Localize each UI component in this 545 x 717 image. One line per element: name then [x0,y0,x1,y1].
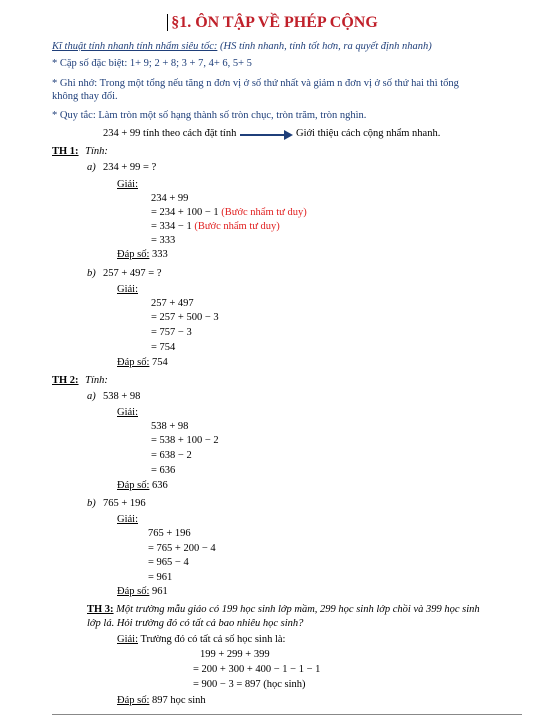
th3-problem-line2: lớp lá. Hỏi trường đó có tất cả bao nhiêu học sinh? [87,618,304,629]
th2-b-line4: = 961 [148,572,173,583]
th1-a-line4: = 333 [151,235,176,246]
th1-a-line3 [151,221,280,234]
intro-heading [52,41,432,54]
th2-task: Tính: [85,375,108,386]
th1-a-letter: a) [87,162,96,173]
th3-answer [117,695,206,708]
th1-a-answer [117,249,168,262]
th1-a-line3-note: (Bước nhẩm tư duy) [194,221,280,232]
th2-a-answer-value: 636 [152,480,168,491]
th1-b-answer-label: Đáp số: [117,357,150,368]
th2-a-line1: 538 + 98 [151,421,189,432]
th3-label: TH 3: [87,604,114,615]
th3-problem-line1 [87,604,480,617]
th2-b-answer [117,586,168,599]
th1-a-line3-expr: = 334 − 1 [151,221,192,232]
page-title-text: §1. ÔN TẬP VỀ PHÉP CỘNG [167,14,378,31]
th3-solution-text: Trường đó có tất cả số học sinh là: [140,634,286,645]
intro-note-line1: * Ghi nhớ: Trong một tổng nếu tăng n đơn vị ở số thứ nhất và giảm n đơn vị ở số thứ hai thì tổng [52,78,459,89]
th2-b-answer-value: 961 [152,586,168,597]
th2-a-line2: = 538 + 100 − 2 [151,435,219,446]
intro-pairs: * Cặp số đặc biệt: 1+ 9; 2 + 8; 3 + 7, 4+ 6, 5+ 5 [52,58,252,69]
th2-a-answer-label: Đáp số: [117,480,150,491]
th2-b-line2: = 765 + 200 − 4 [148,543,216,554]
compare-right: Giới thiệu cách cộng nhẩm nhanh. [296,128,441,139]
th3-line3: = 900 − 3 = 897 (học sinh) [193,679,306,690]
th3-solution-intro [117,634,285,647]
th2-b-expr: 765 + 196 [103,498,146,509]
intro-heading-note: (HS tính nhanh, tính tốt hơn, ra quyết định nhanh) [220,41,432,52]
th3-problem-text1: Một trường mẫu giáo có 199 học sinh lớp mầm, 299 học sinh lớp chồi và 399 học sinh [116,604,480,615]
th2-a-solution-label: Giải: [117,407,138,418]
th1-b-line2: = 257 + 500 − 3 [151,312,219,323]
th1-b-expr: 257 + 497 = ? [103,268,162,279]
th2-a-expr: 538 + 98 [103,391,141,402]
th1-b-line4: = 754 [151,342,176,353]
th1-a-line2-expr: = 234 + 100 − 1 [151,207,219,218]
page-title [0,14,545,32]
th2-heading [52,375,108,388]
th1-heading [52,146,108,159]
th2-b-solution-label: Giải: [117,514,138,525]
th2-a-letter: a) [87,391,96,402]
th3-line1: 199 + 299 + 399 [200,649,270,660]
th2-label: TH 2: [52,375,79,386]
th1-b-line3: = 757 − 3 [151,327,192,338]
th1-b-answer [117,357,168,370]
th1-b-letter: b) [87,268,96,279]
right-arrow-icon [240,129,294,141]
th1-a-line1: 234 + 99 [151,193,189,204]
th2-b-letter: b) [87,498,96,509]
th1-a-line2 [151,207,307,220]
intro-note-line2: không thay đổi. [52,91,118,102]
th2-a-answer [117,480,168,493]
th3-solution-label: Giải: [117,634,138,645]
th2-a-line3: = 638 − 2 [151,450,192,461]
intro-rule: * Quy tắc: Làm tròn một số hạng thành số tròn chục, tròn trăm, tròn nghìn. [52,110,367,121]
th3-line2: = 200 + 300 + 400 − 1 − 1 − 1 [193,664,321,675]
th1-a-expr: 234 + 99 = ? [103,162,157,173]
th3-answer-label: Đáp số: [117,695,150,706]
th1-label: TH 1: [52,146,79,157]
th1-a-answer-label: Đáp số: [117,249,150,260]
th1-a-line2-note: (Bước nhẩm tư duy) [221,207,307,218]
th1-b-answer-value: 754 [152,357,168,368]
th2-b-line1: 765 + 196 [148,528,191,539]
th1-b-line1: 257 + 497 [151,298,194,309]
th1-task: Tính: [85,146,108,157]
th3-answer-value: 897 học sinh [152,695,206,706]
compare-left: 234 + 99 tính theo cách đặt tính [103,128,237,139]
bottom-divider [52,714,522,715]
th2-b-line3: = 965 − 4 [148,557,189,568]
th1-b-solution-label: Giải: [117,284,138,295]
th2-b-answer-label: Đáp số: [117,586,150,597]
th1-a-solution-label: Giải: [117,179,138,190]
th1-a-answer-value: 333 [152,249,168,260]
intro-heading-label: Kĩ thuật tính nhanh tính nhẩm siêu tốc: [52,41,218,52]
th2-a-line4: = 636 [151,465,176,476]
